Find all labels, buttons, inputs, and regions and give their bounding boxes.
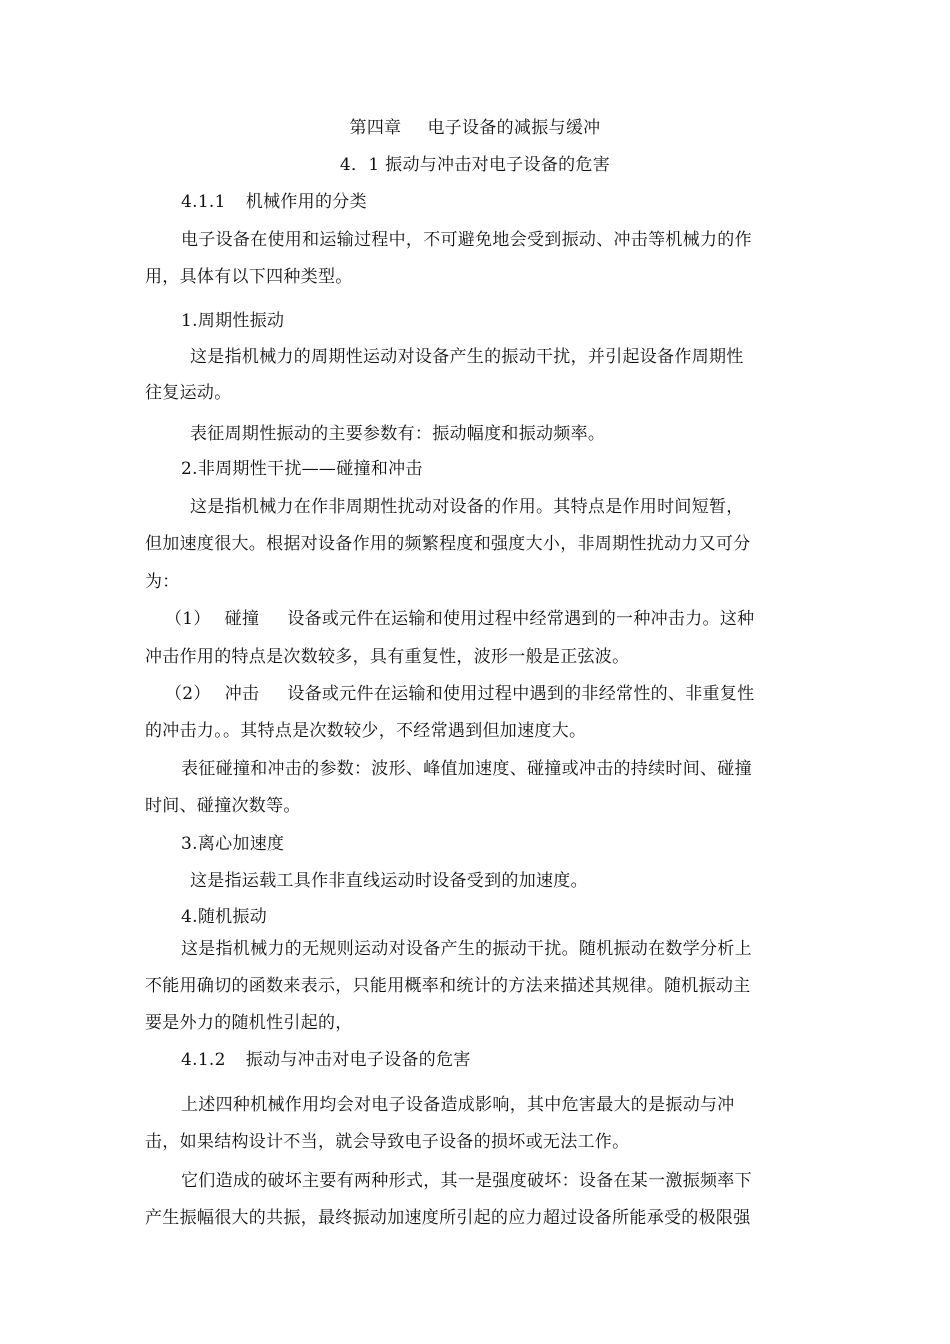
subsection-heading-2 — [181, 1049, 471, 1071]
chapter-heading — [0, 117, 950, 139]
subsection-heading-1 — [181, 191, 367, 213]
chapter-label: 第四章 — [349, 118, 402, 138]
item-2-para1-line-2: 但加速度很大。根据对设备作用的频繁程度和强度大小，非周期性扰动力又可分 — [145, 534, 751, 554]
item-2-heading: 2.非周期性干扰——碰撞和冲击 — [181, 459, 423, 479]
item-2-sub-a-line-1 — [165, 608, 754, 630]
subsection-number: 4.1.1 — [181, 192, 226, 212]
sub-a-marker: （1） — [165, 609, 211, 629]
item-4-para-line-2: 不能用确切的函数来表示，只能用概率和统计的方法来描述其规律。随机振动主 — [145, 976, 751, 996]
damage-para-line-2: 产生振幅很大的共振，最终振动加速度所引起的应力超过设备所能承受的极限强 — [145, 1208, 751, 1228]
item-3-heading: 3.离心加速度 — [181, 834, 285, 854]
item-4-heading: 4.随机振动 — [181, 907, 268, 927]
effects-para-line-2: 击，如果结构设计不当，就会导致电子设备的损坏或无法工作。 — [145, 1132, 630, 1152]
sub-b-text: 设备或元件在运输和使用过程中遇到的非经常性的、非重复性 — [287, 684, 755, 704]
item-2-para2-line-2: 时间、碰撞次数等。 — [145, 796, 301, 816]
item-2-sub-b-line-2: 的冲击力。。其特点是次数较少，不经常遇到但加速度大。 — [145, 721, 587, 741]
sub-b-term: 冲击 — [224, 684, 260, 704]
effects-para-line-1: 上述四种机械作用均会对电子设备造成影响，其中危害最大的是振动与冲 — [181, 1095, 735, 1115]
chapter-title: 电子设备的减振与缓冲 — [427, 118, 601, 138]
sub-a-text: 设备或元件在运输和使用过程中经常遇到的一种冲击力。这种 — [287, 609, 755, 629]
item-2-sub-a-line-2: 冲击作用的特点是次数较多，具有重复性，波形一般是正弦波。 — [145, 647, 630, 667]
subsection-number: 4.1.2 — [181, 1050, 226, 1070]
item-1-para1-line-1: 这是指机械力的周期性运动对设备产生的振动干扰，并引起设备作周期性 — [190, 347, 744, 367]
item-2-para2-line-1: 表征碰撞和冲击的参数：波形、峰值加速度、碰撞或冲击的持续时间、碰撞 — [181, 759, 752, 779]
subsection-title: 振动与冲击对电子设备的危害 — [245, 1050, 471, 1070]
sub-b-marker: （2） — [165, 684, 211, 704]
item-2-para1-line-1: 这是指机械力在作非周期性扰动对设备的作用。其特点是作用时间短暂， — [190, 497, 744, 517]
subsection-title: 机械作用的分类 — [245, 192, 367, 212]
item-1-para2: 表征周期性振动的主要参数有：振动幅度和振动频率。 — [190, 424, 606, 444]
sub-a-term: 碰撞 — [224, 609, 260, 629]
item-4-para-line-3: 要是外力的随机性引起的， — [145, 1013, 353, 1033]
item-2-sub-b-line-1 — [165, 683, 754, 705]
item-4-para-line-1: 这是指机械力的无规则运动对设备产生的振动干扰。随机振动在数学分析上 — [181, 939, 752, 959]
item-3-para: 这是指运载工具作非直线运动时设备受到的加速度。 — [190, 871, 588, 891]
item-1-para1-line-2: 往复运动。 — [145, 383, 232, 403]
damage-para-line-1: 它们造成的破坏主要有两种形式，其一是强度破坏：设备在某一激振频率下 — [181, 1171, 752, 1191]
item-1-heading: 1.周期性振动 — [181, 311, 285, 331]
intro-line-1: 电子设备在使用和运输过程中，不可避免地会受到振动、冲击等机械力的作 — [181, 230, 752, 250]
item-2-para1-line-3: 为： — [145, 572, 180, 592]
section-title: 4．1 振动与冲击对电子设备的危害 — [339, 155, 611, 175]
intro-line-2: 用，具体有以下四种类型。 — [145, 267, 353, 287]
